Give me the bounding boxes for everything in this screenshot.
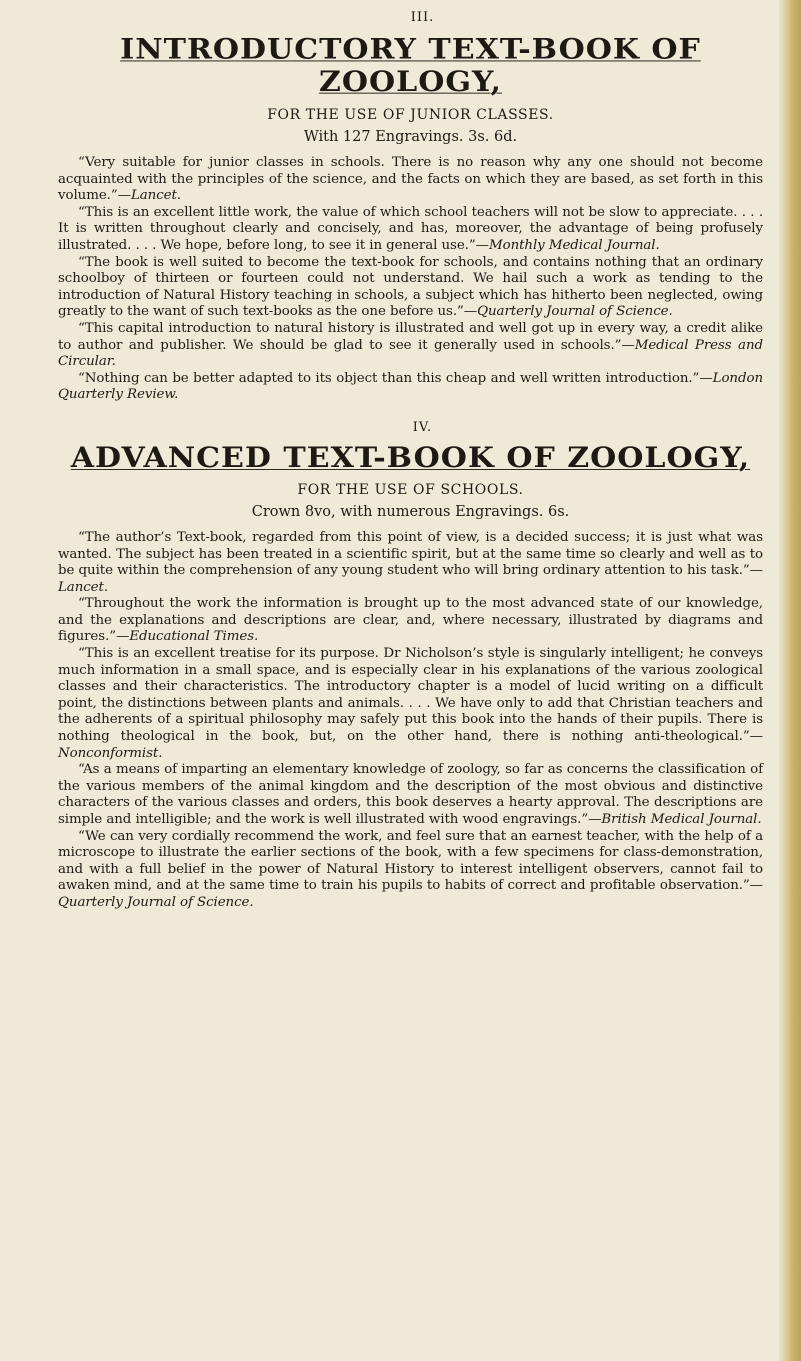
section-numeral: III. bbox=[410, 10, 435, 25]
section-details: With 127 Engravings. 3s. 6d. bbox=[303, 129, 518, 145]
section-title: ADVANCED TEXT-BOOK OF ZOOLOGY, bbox=[70, 442, 751, 475]
review-source: Lancet. bbox=[58, 579, 109, 595]
review-quote bbox=[58, 646, 763, 762]
review-quote bbox=[58, 205, 763, 255]
review-text: “This is an excellent little work, the value of which school teachers will not be slow to appreciate. . . . It is written throughout clearly and concisely, and has, moreover, the advantage of being profusely illustrated. . . . We hope, before long, to see it in general use.”— bbox=[58, 204, 763, 253]
review-quote bbox=[58, 155, 763, 205]
content bbox=[58, 0, 763, 912]
section-advanced bbox=[58, 420, 763, 912]
review-source: Monthly Medical Journal. bbox=[488, 237, 660, 253]
review-source: Quarterly Journal of Science. bbox=[58, 894, 254, 910]
review-source: Lancet. bbox=[130, 188, 181, 204]
section-introductory bbox=[58, 10, 763, 404]
review-source: Nonconformist. bbox=[58, 745, 163, 761]
section-subtitle: FOR THE USE OF JUNIOR CLASSES. bbox=[267, 107, 554, 123]
review-source: British Medical Journal. bbox=[601, 812, 762, 827]
review-quote bbox=[58, 321, 763, 371]
section-title: INTRODUCTORY TEXT-BOOK OF ZOOLOGY, bbox=[120, 33, 701, 99]
review-text: “The book is well suited to become the text-book for schools, and contains nothing that an ordinary schoolboy of thirteen or fourteen could not understand. We hail such a work as tending to the introduction of Natural History teaching in schools, a subject which has hitherto been neglected, owing greatly to the want of such text-books as the one before us.”— bbox=[58, 254, 763, 320]
review-text: “Throughout the work the information is brought up to the most advanced state of our knowledge, and the explanations and descriptions are clear, and, where necessary, illustrated by diagrams and figures.”— bbox=[58, 596, 763, 645]
review-quote bbox=[58, 255, 763, 321]
review-text: “Very suitable for junior classes in schools. There is no reason why any one should not become acquainted with the principles of the science, and the facts on which they are based, as set forth in this volume.”— bbox=[58, 155, 763, 204]
section-numeral: IV. bbox=[412, 419, 433, 435]
review-quote bbox=[58, 596, 763, 646]
review-quote bbox=[58, 530, 763, 596]
review-text: “Nothing can be better adapted to its object than this cheap and well written introduction.”— bbox=[78, 370, 713, 386]
page-edge bbox=[779, 0, 801, 1361]
review-text: “We can very cordially recommend the work, and feel sure that an earnest teacher, with the help of a microscope to illustrate the earlier sections of the book, with a few specimens for class-demonstration, and with a full belief in the power of Natural History to interest intelligent observers, cannot fail to awaken mind, and at the same time to train his pupils to habits of correct and profitable observation.”— bbox=[58, 828, 763, 894]
review-quote bbox=[58, 371, 763, 404]
review-source: Educational Times. bbox=[129, 629, 259, 645]
section-subtitle: FOR THE USE OF SCHOOLS. bbox=[297, 481, 524, 498]
section-details: Crown 8vo, with numerous Engravings. 6s. bbox=[251, 503, 570, 520]
review-text: “This is an excellent treatise for its purpose. Dr Nicholson’s style is singularly intelligent; he conveys much information in a small space, and is especially clear in his explanations of the various zoological classes and their characteristics. The introductory chapter is a model of lucid writing on a difficult point, the distinctions between plants and animals. . . . We have only to add that Christian teachers and the adherents of a spiritual philosophy may safely put this book into the hands of their pupils. There is nothing theological in the book, but, on the other hand, there is nothing anti-theological.”— bbox=[58, 646, 763, 745]
review-quote bbox=[58, 762, 763, 828]
review-source: London Quarterly Review. bbox=[58, 370, 763, 403]
review-source: Medical Press and Circular. bbox=[58, 337, 763, 370]
review-quote bbox=[58, 829, 763, 912]
review-source: Quarterly Journal of Science. bbox=[477, 304, 673, 320]
review-text: “This capital introduction to natural history is illustrated and well got up in every way, a credit alike to author and publisher. We should be glad to see it generally used in schools.”— bbox=[58, 320, 763, 353]
review-text: “The author’s Text-book, regarded from this point of view, is a decided success; it is just what was wanted. The subject has been treated in a scientific spirit, but at the same time so clearly and well as to be quite within the comprehension of any young student who will bring ordinary attention to his task.”— bbox=[58, 529, 763, 579]
review-text: “As a means of imparting an elementary knowledge of zoology, so far as concerns the classification of the various members of the animal kingdom and the description of the most obvious and distinctive characters of the various classes and orders, this book deserves a hearty approval. The descriptions are simple and intelligible; and the work is well illustrated with wood engravings.”— bbox=[58, 762, 763, 827]
